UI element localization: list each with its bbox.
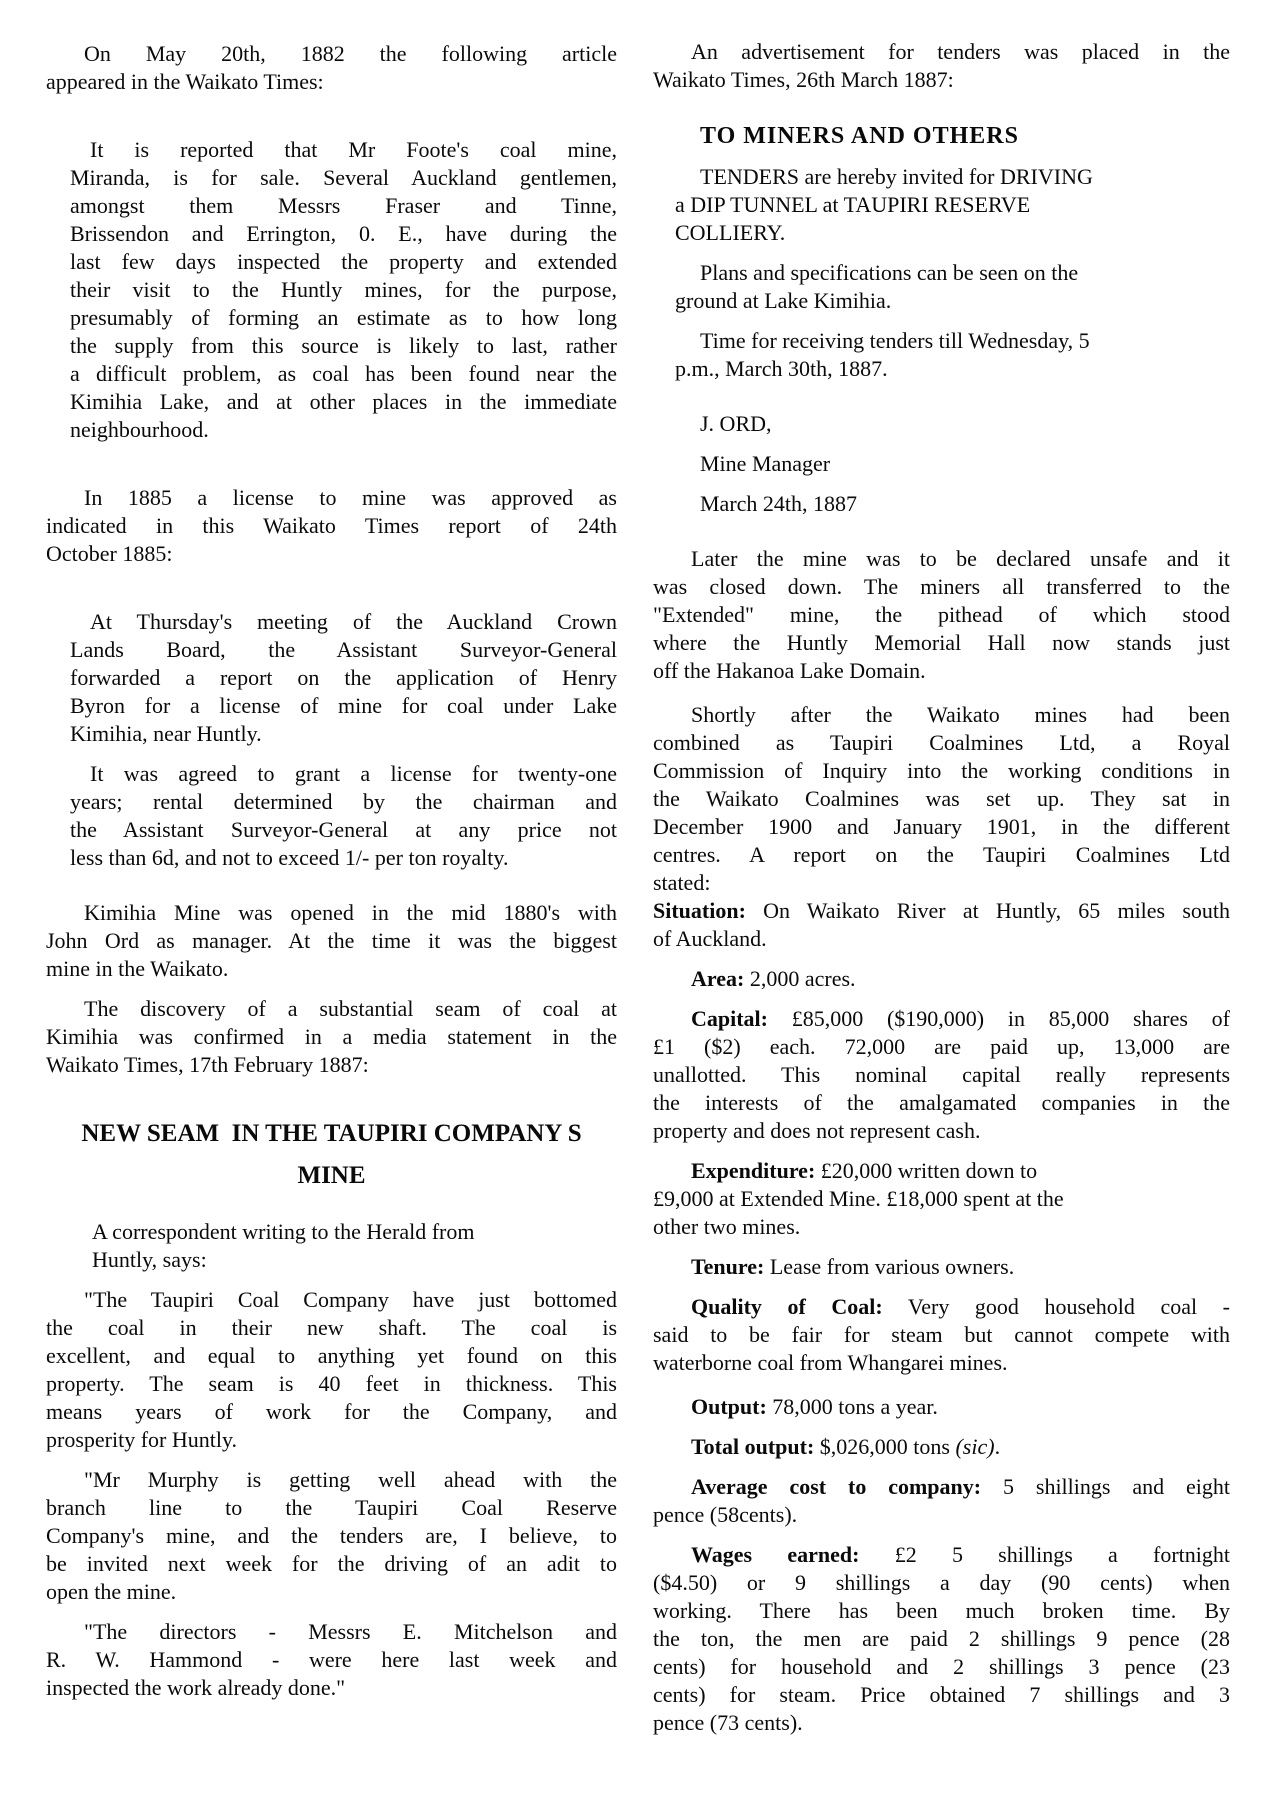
text-line <box>653 573 1230 601</box>
text-line <box>653 1061 1230 1089</box>
paragraph <box>653 1541 1230 1737</box>
text-segment: Kimihia, near Huntly. <box>70 721 262 746</box>
text-line <box>70 304 617 332</box>
text-line <box>653 1321 1230 1349</box>
text-line <box>675 327 1230 355</box>
text-line <box>46 1466 617 1494</box>
text-segment: said to be fair for steam but cannot compete with <box>653 1322 1230 1347</box>
text-segment: 2,000 acres. <box>744 966 856 991</box>
text-segment: Commission of Inquiry into the working conditions in <box>653 758 1230 783</box>
text-line <box>46 1119 617 1149</box>
text-segment: On May 20th, 1882 the following article <box>84 41 617 66</box>
text-segment: In 1885 a license to mine was approved as <box>84 485 617 510</box>
text-line <box>675 450 1230 478</box>
text-segment: cents) for household and 2 shillings 3 pence (23 <box>653 1654 1230 1679</box>
text-line <box>675 355 1230 383</box>
text-line <box>46 1370 617 1398</box>
text-segment: appeared in the Waikato Times: <box>46 69 324 94</box>
text-line <box>46 995 617 1023</box>
paragraph <box>70 608 617 748</box>
text-line <box>92 1218 617 1246</box>
text-line <box>70 816 617 844</box>
text-segment: last few days inspected the property and extended <box>70 249 617 274</box>
text-segment: A correspondent writing to the Herald from <box>92 1219 475 1244</box>
text-line <box>46 1550 617 1578</box>
text-segment: Byron for a license of mine for coal under Lake <box>70 693 617 718</box>
text-line <box>653 1393 1230 1421</box>
text-line <box>653 1293 1230 1321</box>
text-segment: December 1900 and January 1901, in the different <box>653 814 1230 839</box>
text-segment: the ton, the men are paid 2 shillings 9 pence (28 <box>653 1626 1230 1651</box>
text-line <box>675 191 1230 219</box>
text-line <box>70 136 617 164</box>
text-line <box>653 897 1230 925</box>
text-segment: John Ord as manager. At the time it was the biggest <box>46 928 617 953</box>
text-line <box>46 1161 617 1191</box>
text-segment: TENDERS are hereby invited for DRIVING <box>700 164 1093 189</box>
text-segment: ground at Lake Kimihia. <box>675 288 892 313</box>
paragraph <box>70 136 617 444</box>
text-segment: neighbourhood. <box>70 417 209 442</box>
text-segment: Capital: <box>691 1006 768 1031</box>
text-segment: other two mines. <box>653 1214 801 1239</box>
text-line <box>653 1473 1230 1501</box>
text-segment: "Extended" mine, the pithead of which stood <box>653 602 1230 627</box>
text-line <box>653 1033 1230 1061</box>
text-segment: Miranda, is for sale. Several Auckland gentlemen, <box>70 165 617 190</box>
text-segment: the Waikato Coalmines was set up. They sat in <box>653 786 1230 811</box>
text-line <box>70 844 617 872</box>
text-segment: Very good household coal - <box>882 1294 1230 1319</box>
text-line <box>675 490 1230 518</box>
text-line <box>653 1005 1230 1033</box>
text-line <box>46 1494 617 1522</box>
text-segment: indicated in this Waikato Times report of 24th <box>46 513 617 538</box>
paragraph <box>675 327 1230 383</box>
paragraph <box>653 1393 1230 1421</box>
text-line <box>653 545 1230 573</box>
text-segment: open the mine. <box>46 1579 177 1604</box>
text-line <box>653 965 1230 993</box>
text-segment: amongst them Messrs Fraser and Tinne, <box>70 193 617 218</box>
text-line <box>653 1213 1230 1241</box>
text-segment: p.m., March 30th, 1887. <box>675 356 888 381</box>
text-line <box>653 1157 1230 1185</box>
text-line <box>653 1709 1230 1737</box>
paragraph <box>46 899 617 983</box>
text-segment: Kimihia Mine was opened in the mid 1880's with <box>84 900 617 925</box>
text-segment: TO MINERS AND OTHERS <box>700 123 1019 149</box>
text-segment: MINE <box>297 1162 366 1189</box>
left-column <box>46 40 617 1702</box>
text-segment: "Mr Murphy is getting well ahead with the <box>84 1467 617 1492</box>
text-line <box>653 66 1230 94</box>
text-line <box>70 692 617 720</box>
text-segment: branch line to the Taupiri Coal Reserve <box>46 1495 617 1520</box>
text-segment: $,026,000 tons <box>814 1434 956 1459</box>
text-segment: pence (73 cents). <box>653 1710 803 1735</box>
text-line <box>70 276 617 304</box>
text-line <box>653 1253 1230 1281</box>
text-line <box>653 1089 1230 1117</box>
paragraph <box>675 410 1230 438</box>
text-segment: At Thursday's meeting of the Auckland Crown <box>90 609 617 634</box>
paragraph <box>70 760 617 872</box>
text-line <box>653 1569 1230 1597</box>
paragraph <box>653 701 1230 897</box>
paragraph <box>46 1286 617 1454</box>
text-segment: unallotted. This nominal capital really represents <box>653 1062 1230 1087</box>
text-segment: prosperity for Huntly. <box>46 1427 238 1452</box>
text-line <box>653 601 1230 629</box>
text-segment: the interests of the amalgamated companies in the <box>653 1090 1230 1115</box>
text-line <box>653 757 1230 785</box>
text-segment: On Waikato River at Huntly, 65 miles south <box>745 898 1230 923</box>
paragraph <box>653 965 1230 993</box>
text-line <box>46 1398 617 1426</box>
text-segment: excellent, and equal to anything yet found on this <box>46 1343 617 1368</box>
text-segment: inspected the work already done." <box>46 1675 346 1700</box>
text-segment: £2 5 shillings a fortnight <box>859 1542 1231 1567</box>
text-line <box>70 360 617 388</box>
text-segment: be invited next week for the driving of an adit to <box>46 1551 617 1576</box>
text-line <box>46 1522 617 1550</box>
paragraph <box>653 1005 1230 1145</box>
text-segment: Expenditure: <box>691 1158 816 1183</box>
text-segment: stated: <box>653 870 711 895</box>
text-segment: Shortly after the Waikato mines had been <box>691 702 1230 727</box>
text-line <box>653 1625 1230 1653</box>
text-line <box>46 1646 617 1674</box>
text-line <box>653 1541 1230 1569</box>
text-segment: mine in the Waikato. <box>46 956 229 981</box>
text-segment: Huntly, says: <box>92 1247 207 1272</box>
text-line <box>653 785 1230 813</box>
text-segment: working. There has been much broken time. By <box>653 1598 1230 1623</box>
paragraph <box>46 995 617 1079</box>
text-line <box>46 1342 617 1370</box>
text-segment: 78,000 tons a year. <box>766 1394 938 1419</box>
text-segment: Later the mine was to be declared unsafe and it <box>691 546 1230 571</box>
paragraph <box>653 1473 1230 1529</box>
text-line <box>46 68 617 96</box>
text-line <box>46 540 617 568</box>
paragraph <box>675 490 1230 518</box>
text-line <box>653 813 1230 841</box>
text-line <box>653 38 1230 66</box>
paragraph <box>653 38 1230 94</box>
text-segment: October 1885: <box>46 541 173 566</box>
text-segment: Company's mine, and the tenders are, I believe, to <box>46 1523 617 1548</box>
text-segment: COLLIERY. <box>675 220 786 245</box>
text-segment: It was agreed to grant a license for twenty-one <box>90 761 617 786</box>
text-line <box>70 720 617 748</box>
text-segment: means years of work for the Company, and <box>46 1399 617 1424</box>
text-segment: March 24th, 1887 <box>700 491 858 516</box>
text-line <box>653 629 1230 657</box>
text-segment: . <box>994 1434 1001 1459</box>
text-segment: Waikato Times, 26th March 1887: <box>653 67 954 92</box>
section-heading <box>46 1119 617 1149</box>
text-segment: Situation: <box>653 898 746 923</box>
paragraph <box>46 40 617 96</box>
text-line <box>675 259 1230 287</box>
paragraph <box>46 1618 617 1702</box>
text-segment: ($4.50) or 9 shillings a day (90 cents) when <box>653 1570 1230 1595</box>
text-segment: Time for receiving tenders till Wednesday, 5 <box>700 328 1090 353</box>
text-segment: Plans and specifications can be seen on the <box>700 260 1079 285</box>
text-line <box>70 664 617 692</box>
text-line <box>70 192 617 220</box>
paragraph <box>653 897 1230 953</box>
text-segment: waterborne coal from Whangarei mines. <box>653 1350 1008 1375</box>
text-line <box>653 1681 1230 1709</box>
text-line <box>653 1433 1230 1461</box>
text-line <box>70 248 617 276</box>
text-segment: NEW SEAM IN THE TAUPIRI COMPANY S <box>81 1120 582 1147</box>
text-line <box>46 1674 617 1702</box>
text-line <box>70 388 617 416</box>
text-line <box>70 416 617 444</box>
text-segment: their visit to the Huntly mines, for the purpose, <box>70 277 617 302</box>
text-line <box>653 1501 1230 1529</box>
text-line <box>46 1286 617 1314</box>
text-line <box>700 121 1230 151</box>
text-segment: Wages earned: <box>691 1542 860 1567</box>
text-line <box>46 1426 617 1454</box>
text-line <box>46 955 617 983</box>
text-segment: £20,000 written down to <box>815 1158 1038 1183</box>
paragraph <box>653 1293 1230 1377</box>
text-line <box>46 927 617 955</box>
text-line <box>70 332 617 360</box>
section-heading <box>46 1161 617 1191</box>
text-segment: Kimihia was confirmed in a media statement in the <box>46 1024 617 1049</box>
text-segment: Brissendon and Errington, 0. E., have during the <box>70 221 617 246</box>
text-line <box>653 869 1230 897</box>
text-line <box>46 899 617 927</box>
text-line <box>653 1117 1230 1145</box>
text-segment: 5 shillings and eight <box>981 1474 1230 1499</box>
text-segment: less than 6d, and not to exceed 1/- per ton royalty. <box>70 845 509 870</box>
paragraph <box>653 1157 1230 1241</box>
text-segment: presumably of forming an estimate as to how long <box>70 305 617 330</box>
text-segment: a DIP TUNNEL at TAUPIRI RESERVE <box>675 192 1031 217</box>
right-column <box>653 38 1230 1737</box>
text-segment: of Auckland. <box>653 926 767 951</box>
paragraph <box>675 450 1230 478</box>
text-segment: Total output: <box>691 1434 815 1459</box>
text-line <box>70 788 617 816</box>
text-segment: R. W. Hammond - were here last week and <box>46 1647 617 1672</box>
text-segment: where the Huntly Memorial Hall now stands just <box>653 630 1230 655</box>
text-line <box>653 1349 1230 1377</box>
paragraph <box>675 163 1230 247</box>
paragraph <box>92 1218 617 1274</box>
text-segment: property and does not represent cash. <box>653 1118 981 1143</box>
text-segment: Mine Manager <box>700 451 831 476</box>
text-line <box>675 410 1230 438</box>
text-segment: property. The seam is 40 feet in thickness. This <box>46 1371 617 1396</box>
text-line <box>70 220 617 248</box>
text-segment: off the Hakanoa Lake Domain. <box>653 658 926 683</box>
paragraph <box>653 1253 1230 1281</box>
text-line <box>70 760 617 788</box>
text-line <box>675 219 1230 247</box>
text-segment: "The directors - Messrs E. Mitchelson and <box>84 1619 617 1644</box>
text-segment: pence (58cents). <box>653 1502 798 1527</box>
text-line <box>70 164 617 192</box>
text-line <box>653 657 1230 685</box>
text-segment: An advertisement for tenders was placed in the <box>691 39 1230 64</box>
text-line <box>653 701 1230 729</box>
text-segment: years; rental determined by the chairman and <box>70 789 617 814</box>
text-line <box>70 636 617 664</box>
text-segment: "The Taupiri Coal Company have just bottomed <box>84 1287 617 1312</box>
text-segment: centres. A report on the Taupiri Coalmines Ltd <box>653 842 1230 867</box>
text-segment: £9,000 at Extended Mine. £18,000 spent at the <box>653 1186 1064 1211</box>
text-segment: Kimihia Lake, and at other places in the immediate <box>70 389 617 414</box>
text-line <box>46 1578 617 1606</box>
text-segment: combined as Taupiri Coalmines Ltd, a Royal <box>653 730 1230 755</box>
text-line <box>675 287 1230 315</box>
text-segment: Quality of Coal: <box>691 1294 883 1319</box>
text-line <box>653 729 1230 757</box>
section-heading <box>700 121 1230 151</box>
text-line <box>46 1051 617 1079</box>
text-line <box>675 163 1230 191</box>
text-segment: £85,000 ($190,000) in 85,000 shares of <box>768 1006 1230 1031</box>
text-line <box>92 1246 617 1274</box>
text-line <box>46 484 617 512</box>
text-segment: Average cost to company: <box>691 1474 982 1499</box>
text-line <box>46 1023 617 1051</box>
text-segment: J. ORD, <box>700 411 772 436</box>
text-segment: a difficult problem, as coal has been found near the <box>70 361 617 386</box>
text-segment: It is reported that Mr Foote's coal mine, <box>90 137 617 162</box>
text-segment: Output: <box>691 1394 767 1419</box>
text-line <box>70 608 617 636</box>
text-line <box>46 1618 617 1646</box>
paragraph <box>675 259 1230 315</box>
paragraph <box>653 545 1230 685</box>
text-line <box>653 841 1230 869</box>
text-line <box>46 1314 617 1342</box>
text-segment: the coal in their new shaft. The coal is <box>46 1315 617 1340</box>
text-line <box>653 1653 1230 1681</box>
text-segment: cents) for steam. Price obtained 7 shillings and 3 <box>653 1682 1230 1707</box>
text-segment: (sic) <box>955 1434 995 1459</box>
text-line <box>653 1597 1230 1625</box>
paragraph <box>653 1433 1230 1461</box>
paragraph <box>46 1466 617 1606</box>
text-segment: Area: <box>691 966 745 991</box>
text-segment: The discovery of a substantial seam of coal at <box>84 996 617 1021</box>
text-segment: the Assistant Surveyor-General at any price not <box>70 817 617 842</box>
text-segment: Lands Board, the Assistant Surveyor-General <box>70 637 617 662</box>
text-line <box>653 925 1230 953</box>
paragraph <box>46 484 617 568</box>
text-line <box>653 1185 1230 1213</box>
text-segment: £1 ($2) each. 72,000 are paid up, 13,000 are <box>653 1034 1230 1059</box>
text-segment: Lease from various owners. <box>764 1254 1015 1279</box>
text-segment: Tenure: <box>691 1254 765 1279</box>
text-line <box>46 40 617 68</box>
text-line <box>46 512 617 540</box>
text-segment: forwarded a report on the application of Henry <box>70 665 617 690</box>
text-segment: was closed down. The miners all transferred to the <box>653 574 1230 599</box>
text-segment: the supply from this source is likely to last, rather <box>70 333 617 358</box>
text-segment: Waikato Times, 17th February 1887: <box>46 1052 369 1077</box>
